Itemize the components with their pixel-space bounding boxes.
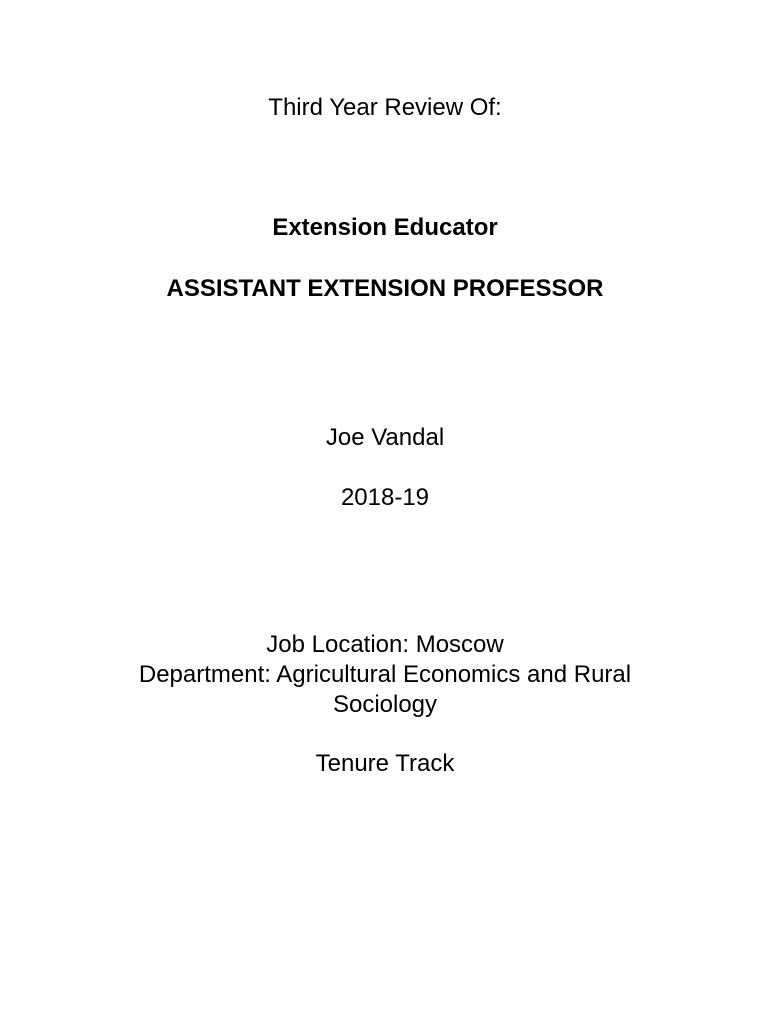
review-heading: Third Year Review Of: <box>268 94 502 121</box>
academic-year: 2018-19 <box>340 484 430 511</box>
candidate-name: Joe Vandal <box>325 424 445 451</box>
position-title: Extension Educator <box>272 214 498 241</box>
job-location: Job Location: Moscow <box>266 631 504 658</box>
department-line-2: Sociology <box>332 691 438 718</box>
rank-title: ASSISTANT EXTENSION PROFESSOR <box>166 275 604 302</box>
tenure-track: Tenure Track <box>315 750 455 777</box>
department-line-1: Department: Agricultural Economics and Rural <box>138 661 632 688</box>
